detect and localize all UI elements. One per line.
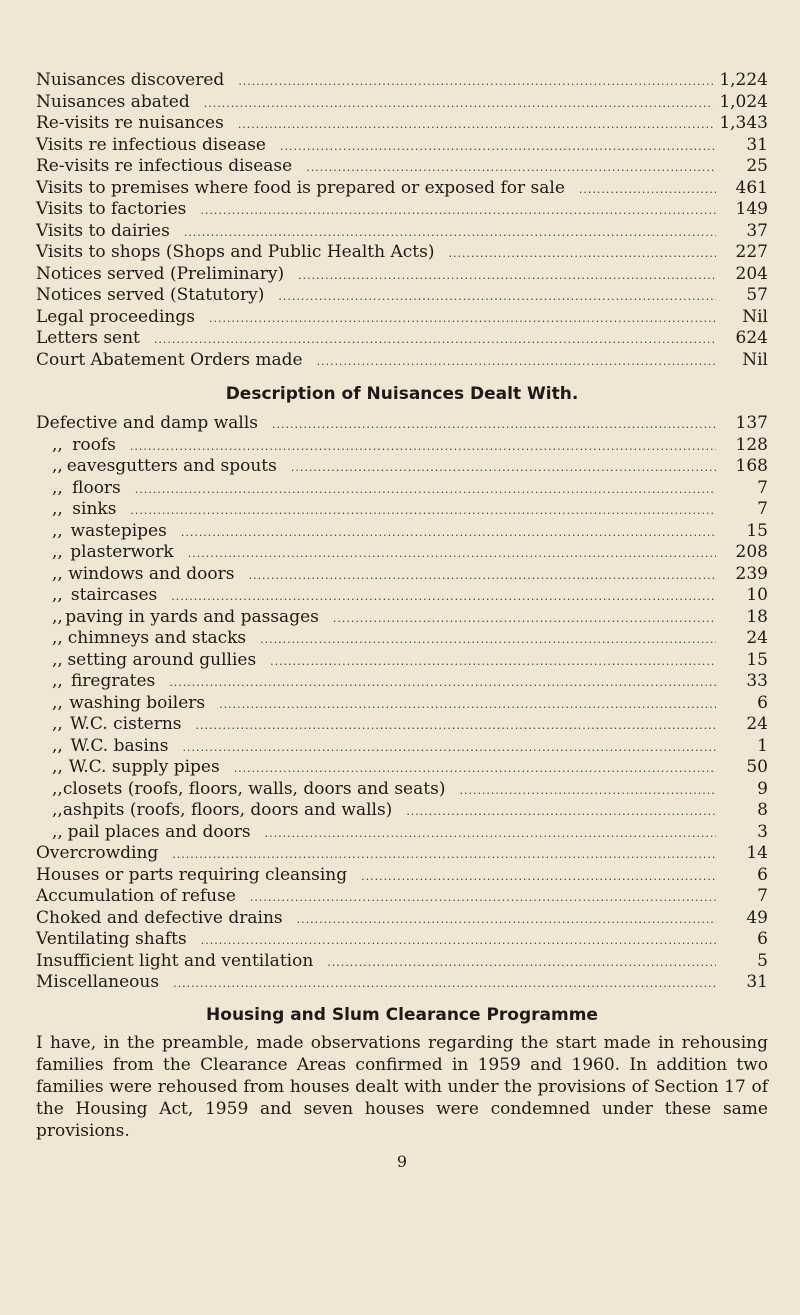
row-value: 15: [746, 520, 768, 541]
ditto-mark: ,,: [52, 585, 63, 605]
ditto-mark: ,,: [52, 800, 63, 820]
defective-row: [36, 564, 768, 586]
row-value: 15: [746, 649, 768, 670]
ditto-mark: ,,: [52, 735, 63, 756]
row-value: 25: [746, 156, 768, 176]
summary-list: [36, 70, 768, 371]
row-label: Ventilating shafts: [36, 929, 187, 949]
dot-leader: [260, 629, 716, 651]
summary-row: [36, 221, 768, 243]
dot-leader: [361, 866, 716, 888]
row-label: Nuisances discovered: [36, 70, 225, 90]
row-value: 31: [746, 972, 768, 992]
row-label: paving in yards and passages: [65, 606, 319, 627]
nuisance-row: [36, 929, 768, 951]
row-label-text: and damp walls: [122, 413, 258, 433]
defective-row: [36, 413, 768, 435]
ditto-mark: ,,: [52, 542, 63, 562]
section-title-description: Description of Nuisances Dealt With.: [225, 384, 579, 404]
row-value: 33: [746, 671, 768, 691]
row-value: 1: [757, 735, 768, 756]
defective-row: [36, 714, 768, 736]
defective-row: [36, 607, 768, 629]
dot-leader: [188, 543, 716, 565]
nuisance-row: [36, 865, 768, 887]
row-value: Nil: [742, 349, 768, 370]
dot-leader: [249, 565, 717, 587]
dot-leader: [238, 114, 714, 136]
ditto-mark: ,,: [52, 757, 63, 777]
ditto-mark: ,,: [52, 649, 63, 670]
dot-leader: [169, 672, 716, 694]
row-label: Notices served (Statutory): [36, 285, 265, 305]
row-value: 14: [746, 843, 768, 863]
defective-row: [36, 585, 768, 607]
row-value: 227: [735, 242, 768, 262]
row-value: 1,224: [719, 70, 768, 90]
row-value: 7: [757, 477, 768, 498]
dot-leader: [172, 844, 716, 866]
dot-leader: [209, 308, 716, 330]
row-value: 57: [746, 285, 768, 305]
row-value: 6: [757, 692, 768, 713]
summary-row: [36, 70, 768, 92]
dot-leader: [265, 823, 716, 845]
row-value: 7: [757, 886, 768, 906]
row-value: 18: [746, 606, 768, 627]
dot-leader: [130, 436, 716, 458]
row-label: setting around gullies: [67, 649, 257, 670]
row-value: 1,343: [719, 113, 768, 133]
row-label: Visits to dairies: [36, 220, 170, 241]
row-label: Overcrowding: [36, 843, 159, 863]
ditto-mark: ,,: [52, 714, 63, 734]
dot-leader: [234, 758, 716, 780]
row-label: eavesgutters and spouts: [66, 456, 277, 476]
row-value: 24: [746, 714, 768, 734]
nuisance-row: [36, 886, 768, 908]
dot-leader: [238, 71, 713, 93]
row-value: 1,024: [719, 91, 768, 112]
row-label: Legal proceedings: [36, 306, 195, 327]
row-value: 24: [746, 628, 768, 648]
defective-row: [36, 478, 768, 500]
row-label: Choked and defective drains: [36, 907, 283, 928]
summary-row: [36, 264, 768, 286]
dot-leader: [579, 179, 716, 201]
summary-row: [36, 178, 768, 200]
summary-row: [36, 285, 768, 307]
nuisance-row: [36, 972, 768, 994]
row-value: 10: [746, 585, 768, 605]
row-value: Nil: [742, 306, 768, 327]
dot-leader: [291, 457, 716, 479]
document-page: [36, 70, 768, 1171]
row-value: 7: [757, 499, 768, 519]
row-value: 31: [746, 134, 768, 155]
page-number: 9: [396, 1151, 408, 1171]
ditto-mark: ,,: [52, 606, 63, 627]
row-label: pail places and doors: [67, 821, 251, 842]
dot-leader: [181, 522, 716, 544]
housing-paragraph: I have, in the preamble, made observations regarding the start made in rehousing families from the Clearance Areas confirmed in 1959 and 1960. In addition two families were rehoused from houses dealt with under the provisions of Section 17 of the Housing Act, 1959 and seven houses were condemned under these same provisions.: [36, 1032, 768, 1141]
ditto-mark: ,,: [52, 692, 63, 713]
row-label: [36, 413, 258, 435]
defective-row: [36, 435, 768, 457]
ditto-mark: ,,: [52, 821, 63, 842]
defective-row: [36, 521, 768, 543]
row-value: 128: [735, 434, 768, 455]
row-label: chimneys and stacks: [67, 628, 247, 648]
row-value: 6: [757, 929, 768, 949]
row-label: wastepipes: [70, 520, 167, 541]
dot-leader: [278, 286, 716, 308]
summary-row: [36, 113, 768, 135]
dot-leader: [182, 737, 716, 759]
dot-leader: [317, 351, 716, 373]
dot-leader: [270, 651, 716, 673]
other-nuisances-list: [36, 843, 768, 994]
ditto-mark: ,,: [52, 434, 63, 455]
ditto-mark: ,,: [52, 477, 63, 498]
row-label: roofs: [72, 434, 116, 455]
summary-row: [36, 156, 768, 178]
ditto-mark: ,,: [52, 778, 63, 799]
row-label: Accumulation of refuse: [36, 886, 236, 906]
row-label: plasterwork: [70, 542, 174, 562]
dot-leader: [219, 694, 716, 716]
row-value: 624: [735, 328, 768, 348]
row-label: Houses or parts requiring cleansing: [36, 864, 348, 885]
row-label: closets (roofs, floors, walls, doors and seats): [62, 778, 446, 799]
dot-leader: [154, 329, 716, 351]
dot-leader: [184, 222, 716, 244]
row-label: Re-visits re infectious disease: [36, 156, 293, 176]
ditto-mark: ,,: [52, 456, 63, 476]
defective-row: [36, 542, 768, 564]
row-value: 8: [757, 800, 768, 820]
dot-leader: [448, 243, 716, 265]
summary-row: [36, 328, 768, 350]
defective-list: [36, 413, 768, 843]
defective-row: [36, 456, 768, 478]
row-value: 50: [746, 757, 768, 777]
dot-leader: [135, 479, 716, 501]
dot-leader: [204, 93, 714, 115]
dot-leader: [459, 780, 716, 802]
defective-row: [36, 822, 768, 844]
row-value: 204: [735, 263, 768, 284]
dot-leader: [406, 801, 716, 823]
row-label: W.C. cisterns: [70, 714, 182, 734]
row-label: firegrates: [70, 671, 156, 691]
defective-row: [36, 671, 768, 693]
dot-leader: [173, 973, 716, 995]
row-label: W.C. basins: [70, 735, 169, 756]
defective-row: [36, 800, 768, 822]
row-value: 3: [757, 821, 768, 842]
dot-leader: [333, 608, 716, 630]
nuisance-row: [36, 843, 768, 865]
dot-leader: [171, 586, 716, 608]
defective-row: [36, 779, 768, 801]
dot-leader: [306, 157, 716, 179]
row-value: 6: [757, 864, 768, 885]
row-label: staircases: [70, 585, 158, 605]
summary-row: [36, 350, 768, 372]
defective-row: [36, 736, 768, 758]
summary-row: [36, 135, 768, 157]
row-label: windows and doors: [68, 563, 235, 584]
dot-leader: [298, 265, 716, 287]
row-label: ashpits (roofs, floors, doors and walls): [62, 800, 393, 820]
summary-row: [36, 199, 768, 221]
ditto-mark: ,,: [52, 563, 63, 584]
row-label: Re-visits re nuisances: [36, 113, 224, 133]
row-value: 208: [735, 542, 768, 562]
dot-leader: [130, 500, 716, 522]
row-label: Nuisances abated: [36, 91, 190, 112]
row-value: 137: [735, 413, 768, 433]
row-value: 5: [757, 950, 768, 971]
row-value: 461: [735, 177, 768, 198]
defective-row: [36, 757, 768, 779]
row-value: 168: [735, 456, 768, 476]
defective-prefix: Defective: [36, 413, 118, 433]
row-label: Court Abatement Orders made: [36, 349, 303, 370]
row-label: Letters sent: [36, 328, 140, 348]
row-label: Notices served (Preliminary): [36, 263, 285, 284]
dot-leader: [297, 909, 716, 931]
row-label: Visits to premises where food is prepared or exposed for sale: [36, 177, 565, 198]
row-value: 37: [746, 220, 768, 241]
nuisance-row: [36, 908, 768, 930]
dot-leader: [272, 414, 716, 436]
row-label: W.C. supply pipes: [68, 757, 220, 777]
ditto-mark: ,,: [52, 520, 63, 541]
row-label: Visits to factories: [36, 199, 187, 219]
ditto-mark: ,,: [52, 499, 63, 519]
dot-leader: [200, 200, 716, 222]
row-value: 9: [757, 778, 768, 799]
row-value: 149: [735, 199, 768, 219]
section-title-housing: Housing and Slum Clearance Programme: [206, 1004, 598, 1025]
dot-leader: [280, 136, 716, 158]
dot-leader: [201, 930, 716, 952]
summary-row: [36, 92, 768, 114]
dot-leader: [250, 887, 716, 909]
row-label: washing boilers: [69, 692, 206, 713]
dot-leader: [196, 715, 716, 737]
row-label: Visits to shops (Shops and Public Health Acts): [36, 242, 435, 262]
defective-row: [36, 499, 768, 521]
row-label: Miscellaneous: [36, 972, 160, 992]
defective-row: [36, 693, 768, 715]
ditto-mark: ,,: [52, 628, 63, 648]
summary-row: [36, 307, 768, 329]
row-value: 49: [746, 907, 768, 928]
row-value: 239: [735, 563, 768, 584]
defective-row: [36, 628, 768, 650]
row-label: sinks: [72, 499, 117, 519]
row-label: Visits re infectious disease: [36, 134, 266, 155]
summary-row: [36, 242, 768, 264]
row-label: floors: [72, 477, 121, 498]
nuisance-row: [36, 951, 768, 973]
row-label: Insufficient light and ventilation: [36, 950, 314, 971]
defective-row: [36, 650, 768, 672]
dot-leader: [327, 952, 716, 974]
ditto-mark: ,,: [52, 671, 63, 691]
